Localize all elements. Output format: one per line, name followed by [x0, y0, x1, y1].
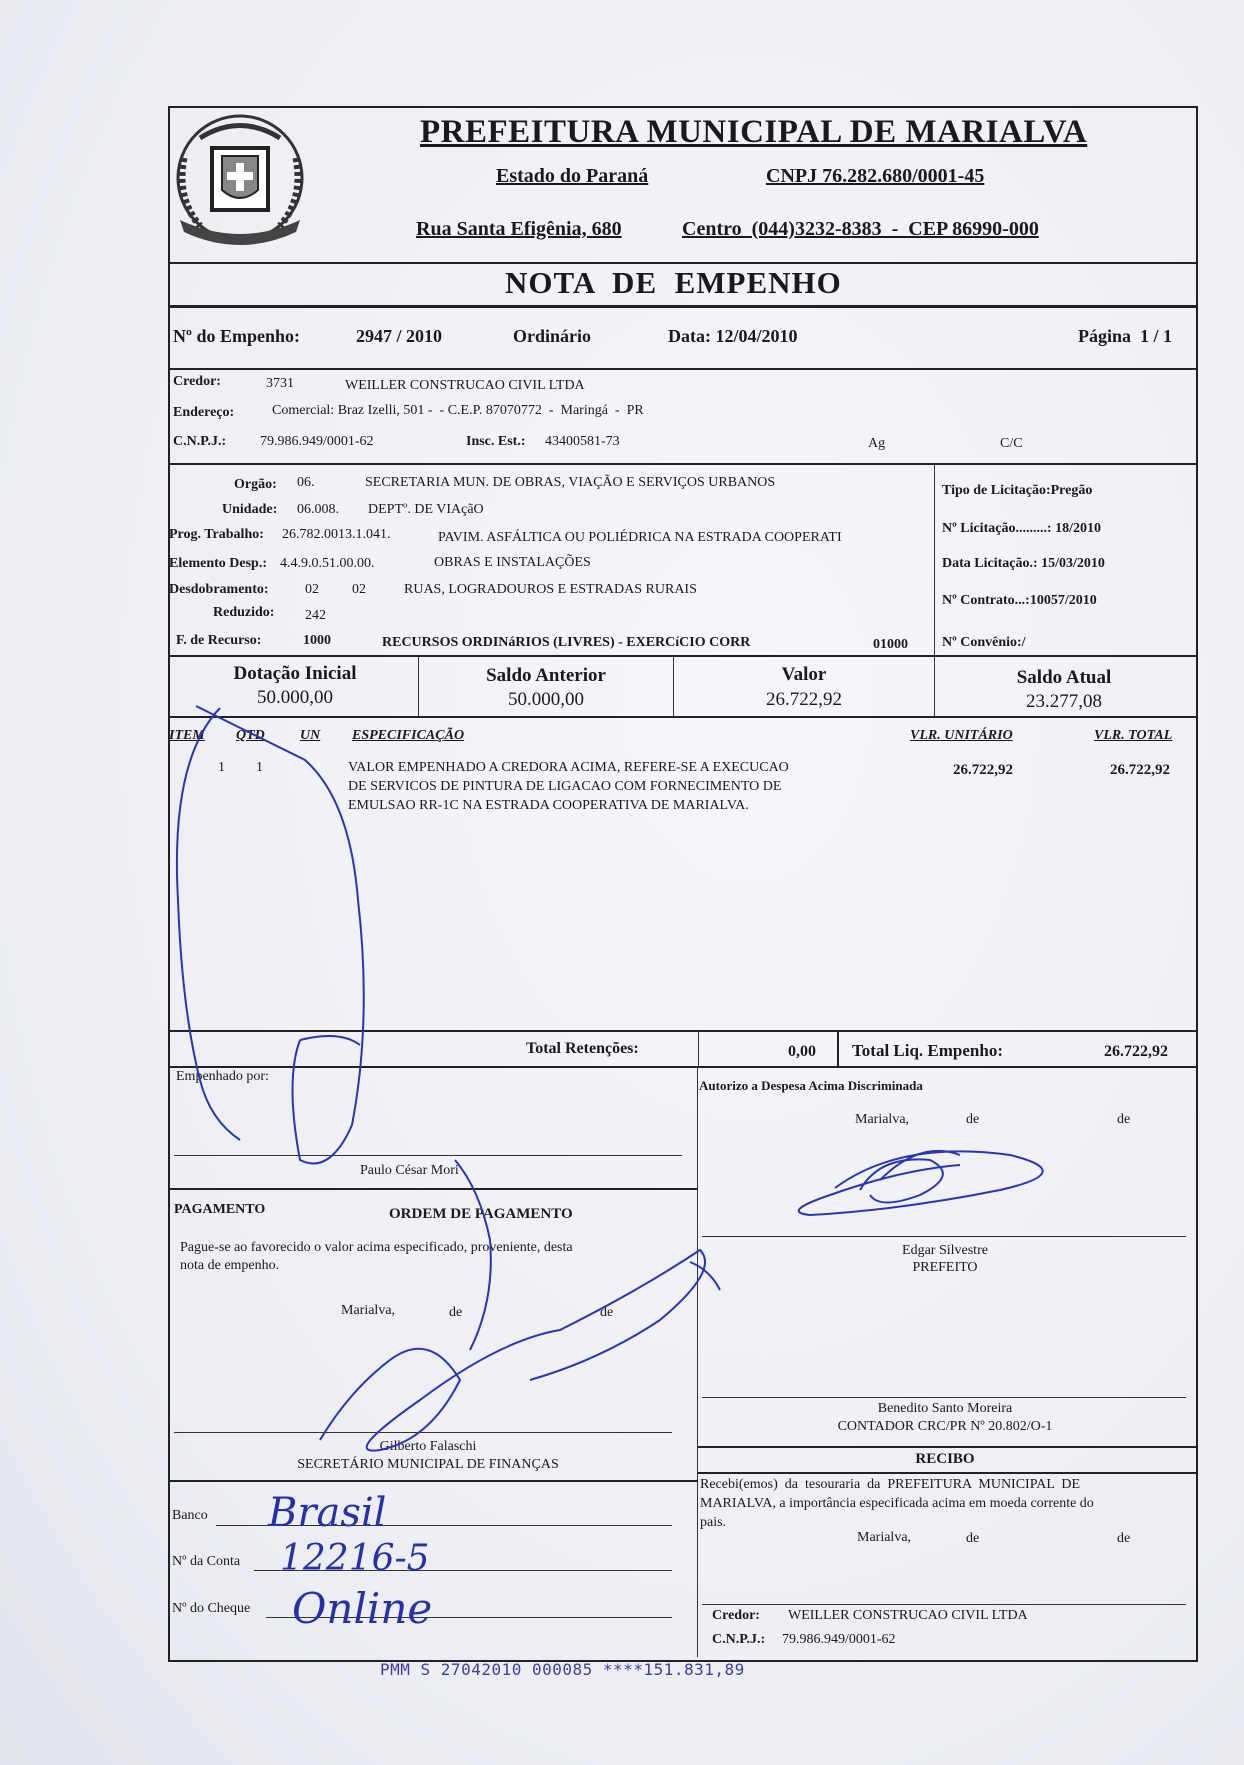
table-row [168, 752, 1196, 832]
insc-value: 43400581-73 [545, 434, 620, 449]
banco-label: Banco [172, 1508, 208, 1523]
divider [168, 1066, 1196, 1068]
banco-handwritten: Brasil [268, 1490, 387, 1536]
retencoes-label: Total Retenções: [526, 1040, 639, 1057]
dotacao-value: 50.000,00 [257, 687, 333, 708]
recibo-credor-name: WEILLER CONSTRUCAO CIVIL LTDA [788, 1608, 1028, 1623]
recibo-de2: de [1117, 1531, 1131, 1546]
empenho-number-label: Nº do Empenho: [173, 326, 300, 346]
divider [168, 716, 1196, 718]
credor-code: 3731 [266, 376, 294, 391]
autorizo-title: Autorizo a Despesa Acima Discriminada [699, 1078, 923, 1093]
divider [168, 262, 1196, 264]
desdobramento-b: 02 [352, 582, 366, 597]
pagamento-text-line1: Pague-se ao favorecido o valor acima especificado, proveniente, desta [180, 1240, 573, 1255]
prog-label: Prog. Trabalho: [169, 527, 264, 542]
item-number: 1 [218, 760, 225, 775]
recibo-title: RECIBO [915, 1451, 975, 1467]
secretario-name: Gilberto Falaschi [379, 1439, 477, 1454]
saldo-atual-value: 23.277,08 [1026, 691, 1102, 712]
unidade-name: DEPTº. DE VIAçãO [368, 502, 484, 517]
divider-v [837, 1031, 839, 1067]
desdobramento-label: Desdobramento: [169, 582, 269, 597]
col-total-header: VLR. TOTAL [1094, 728, 1173, 743]
print-stamp: PMM S 27042010 000085 ****151.831,89 [380, 1660, 745, 1679]
desdobramento-name: RUAS, LOGRADOUROS E ESTRADAS RURAIS [404, 582, 697, 597]
divider [168, 305, 1196, 308]
data-licitacao: Data Licitação.: 15/03/2010 [942, 556, 1105, 571]
saldo-anterior-value: 50.000,00 [508, 689, 584, 710]
divider-v [698, 1031, 699, 1067]
unidade-code: 06.008. [297, 502, 339, 517]
credor-name: WEILLER CONSTRUCAO CIVIL LTDA [345, 378, 585, 393]
contador-role: CONTADOR CRC/PR Nº 20.802/O-1 [837, 1419, 1053, 1434]
orgao-code: 06. [297, 475, 315, 490]
recibo-credor-label: Credor: [712, 1608, 760, 1623]
valor-label: Valor [781, 664, 827, 685]
retencoes-value: 0,00 [788, 1043, 816, 1060]
liquido-value: 26.722,92 [1104, 1043, 1168, 1060]
pagamento-city: Marialva, [341, 1303, 396, 1318]
cc-label: C/C [1000, 436, 1023, 451]
signature-line [174, 1155, 682, 1156]
divider [168, 368, 1196, 370]
pagamento-title: PAGAMENTO [174, 1202, 266, 1217]
desdobramento-a: 02 [305, 582, 319, 597]
recurso-number: 01000 [873, 637, 908, 652]
cnpj-label: CNPJ 76.282.680/0001-45 [766, 165, 985, 187]
numero-licitacao: Nº Licitação.........: 18/2010 [942, 521, 1101, 536]
prefeito-name: Edgar Silvestre [902, 1243, 988, 1258]
item-total-value: 26.722,92 [1110, 762, 1170, 778]
credor-label: Credor: [173, 374, 221, 389]
pagamento-de2: de [600, 1305, 614, 1320]
elemento-label: Elemento Desp.: [169, 556, 267, 571]
divider [168, 1030, 1196, 1032]
saldo-atual-label: Saldo Atual [1016, 667, 1112, 688]
pagamento-text-line2: nota de empenho. [180, 1258, 280, 1273]
reduzido-label: Reduzido: [213, 605, 275, 620]
document-title: NOTA DE EMPENHO [505, 265, 842, 300]
recurso-label: F. de Recurso: [176, 633, 262, 648]
recurso-code: 1000 [303, 633, 331, 648]
saldo-anterior-label: Saldo Anterior [486, 665, 606, 686]
col-qtd-header: QTD [236, 728, 265, 743]
elemento-code: 4.4.9.0.51.00.00. [280, 556, 375, 571]
empenho-type: Ordinário [513, 326, 592, 346]
contact-label: Centro (044)3232-8383 - CEP 86990-000 [682, 218, 1039, 240]
cnpj-credor-value: 79.986.949/0001-62 [260, 434, 374, 449]
endereco-value: Comercial: Braz Izelli, 501 - - C.E.P. 87070772 - Maringá - PR [272, 403, 644, 418]
recibo-de1: de [966, 1531, 980, 1546]
divider [168, 1480, 698, 1482]
orgao-name: SECRETARIA MUN. DE OBRAS, VIAÇÃO E SERVIÇOS URBANOS [365, 475, 776, 490]
liquido-label: Total Liq. Empenho: [852, 1041, 1003, 1060]
unidade-label: Unidade: [222, 502, 278, 517]
signature-line [702, 1604, 1186, 1605]
recibo-city: Marialva, [857, 1530, 912, 1545]
item-qtd: 1 [256, 760, 263, 775]
contador-name: Benedito Santo Moreira [877, 1401, 1013, 1416]
empenhado-name: Paulo César Mori [360, 1163, 459, 1178]
item-desc-line2: DE SERVICOS DE PINTURA DE LIGACAO COM FORNECIMENTO DE [348, 779, 782, 794]
valor-value: 26.722,92 [766, 689, 842, 710]
cnpj-credor-label: C.N.P.J.: [173, 434, 227, 449]
divider-v [934, 464, 935, 656]
item-desc-line1: VALOR EMPENHADO A CREDORA ACIMA, REFERE-SE A EXECUCAO [348, 760, 789, 775]
dotacao-label: Dotação Inicial [233, 663, 357, 684]
divider [168, 1188, 698, 1190]
ag-label: Ag [868, 436, 886, 451]
municipality-title: PREFEITURA MUNICIPAL DE MARIALVA [420, 114, 1088, 150]
recibo-text-line1: Recebi(emos) da tesouraria da PREFEITURA MUNICIPAL DE [700, 1477, 1081, 1492]
divider [698, 1472, 1196, 1474]
recurso-name: RECURSOS ORDINáRIOS (LIVRES) - EXERCíCIO CORR [382, 635, 751, 650]
page-number: Página 1 / 1 [1078, 326, 1173, 346]
signature-line [702, 1397, 1186, 1398]
empenhado-label: Empenhado por: [176, 1069, 269, 1084]
conta-handwritten: 12216-5 [280, 1538, 430, 1579]
cheque-label: Nº do Cheque [172, 1601, 251, 1616]
cheque-handwritten: Online [292, 1584, 433, 1633]
secretario-role: SECRETÁRIO MUNICIPAL DE FINANÇAS [297, 1457, 559, 1472]
item-unit-value: 26.722,92 [953, 762, 1013, 778]
ordem-pagamento-title: ORDEM DE PAGAMENTO [389, 1206, 573, 1222]
divider [168, 655, 1196, 657]
divider-v [673, 656, 674, 716]
autorizo-de1: de [966, 1112, 980, 1127]
insc-label: Insc. Est.: [466, 434, 526, 449]
prefeito-role: PREFEITO [912, 1260, 978, 1275]
divider-v [418, 656, 419, 716]
state-label: Estado do Paraná [496, 165, 649, 187]
item-desc-line3: EMULSAO RR-1C NA ESTRADA COOPERATIVA DE MARIALVA. [348, 798, 749, 813]
divider [168, 463, 1196, 465]
orgao-label: Orgão: [234, 477, 277, 492]
coat-of-arms-logo [170, 108, 310, 258]
address-label: Rua Santa Efigênia, 680 [416, 218, 622, 240]
prog-name: PAVIM. ASFÁLTICA OU POLIÉDRICA NA ESTRADA COOPERATI [438, 530, 842, 545]
divider-v [697, 1067, 698, 1657]
endereco-label: Endereço: [173, 405, 235, 420]
reduzido-value: 242 [305, 608, 326, 623]
numero-convenio: Nº Convênio:/ [942, 635, 1026, 650]
elemento-name: OBRAS E INSTALAÇÕES [434, 555, 591, 570]
recibo-text-line3: pais. [700, 1515, 727, 1530]
col-un-header: UN [300, 728, 321, 743]
numero-contrato: Nº Contrato...:10057/2010 [942, 593, 1097, 608]
divider-v [934, 656, 935, 716]
recibo-cnpj-value: 79.986.949/0001-62 [782, 1632, 896, 1647]
signature-line [702, 1236, 1186, 1237]
recibo-text-line2: MARIALVA, a importância especificada acima em moeda corrente do [700, 1496, 1094, 1511]
empenho-date: Data: 12/04/2010 [668, 326, 798, 346]
recibo-cnpj-label: C.N.P.J.: [712, 1632, 766, 1647]
autorizo-city: Marialva, [855, 1112, 910, 1127]
pagamento-de1: de [449, 1305, 463, 1320]
col-espec-header: ESPECIFICAÇÃO [352, 728, 465, 743]
col-item-header: ITEM [169, 728, 205, 743]
autorizo-de2: de [1117, 1112, 1131, 1127]
conta-label: Nº da Conta [172, 1554, 241, 1569]
divider [698, 1446, 1196, 1448]
col-unit-header: VLR. UNITÁRIO [910, 728, 1013, 743]
tipo-licitacao: Tipo de Licitação:Pregão [942, 483, 1093, 498]
empenho-number: 2947 / 2010 [356, 326, 443, 346]
prog-code: 26.782.0013.1.041. [282, 527, 391, 542]
signature-line [174, 1432, 672, 1433]
